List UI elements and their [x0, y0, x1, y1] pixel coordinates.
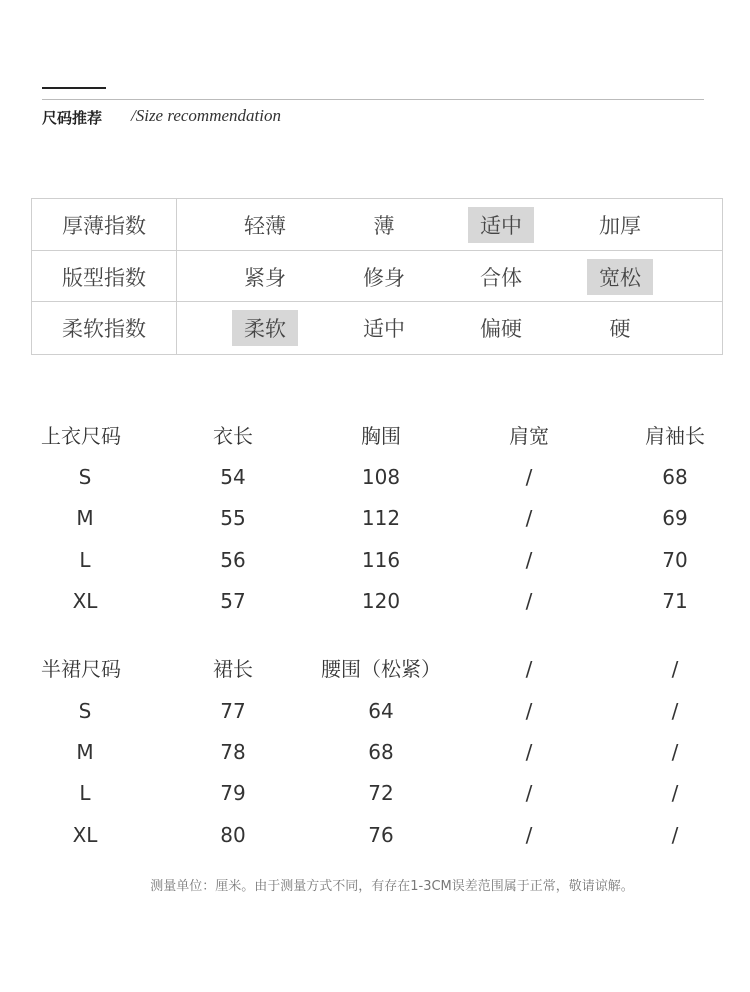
table-cell: XL — [72, 589, 98, 613]
table-cell: / — [525, 465, 533, 489]
table-cell: / — [671, 823, 679, 847]
table-header: 腰围（松紧） — [321, 657, 441, 681]
table-cell: 78 — [220, 740, 246, 764]
fit-option: 轻薄 — [244, 214, 286, 238]
table-cell: 56 — [220, 548, 246, 572]
fit-index-table — [31, 198, 723, 355]
fit-row-label: 版型指数 — [32, 251, 177, 303]
table-cell: / — [525, 740, 533, 764]
table-cell: 71 — [662, 589, 688, 613]
fit-row-thickness — [32, 199, 722, 251]
table-header: 肩袖长 — [645, 424, 705, 448]
table-cell: M — [76, 740, 94, 764]
fit-option: 合体 — [480, 266, 522, 290]
table-header: 上衣尺码 — [41, 424, 121, 448]
table-header: 半裙尺码 — [41, 657, 121, 681]
table-cell: S — [78, 699, 92, 723]
table-cell: 80 — [220, 823, 246, 847]
table-cell: S — [78, 465, 92, 489]
table-cell: / — [525, 589, 533, 613]
fit-row-label: 厚薄指数 — [32, 199, 177, 251]
table-cell: 79 — [220, 781, 246, 805]
table-cell: / — [671, 740, 679, 764]
fit-option-selected: 宽松 — [587, 259, 653, 295]
table-cell: 70 — [662, 548, 688, 572]
fit-option: 紧身 — [244, 266, 286, 290]
table-cell: / — [525, 699, 533, 723]
table-cell: / — [525, 506, 533, 530]
table-header: / — [671, 657, 679, 681]
fit-row-silhouette — [32, 250, 722, 303]
table-header: 胸围 — [361, 424, 401, 448]
fit-option: 薄 — [373, 214, 395, 238]
fit-option: 偏硬 — [480, 317, 522, 341]
table-cell: XL — [72, 823, 98, 847]
table-cell: 120 — [361, 589, 401, 613]
table-header: 裙长 — [213, 657, 253, 681]
section-title: 尺码推荐 — [42, 109, 103, 127]
measurement-note: 测量单位：厘米。由于测量方式不同，有存在1-3CM误差范围属于正常，敬请谅解。 — [150, 879, 634, 894]
table-cell: 68 — [662, 465, 688, 489]
table-cell: M — [76, 506, 94, 530]
table-header: 肩宽 — [509, 424, 549, 448]
table-cell: / — [671, 781, 679, 805]
fit-option: 硬 — [609, 317, 631, 341]
table-cell: L — [79, 548, 91, 572]
table-cell: / — [525, 823, 533, 847]
table-cell: 108 — [361, 465, 401, 489]
table-cell: / — [525, 548, 533, 572]
section-subtitle: /Size recommendation — [131, 106, 281, 125]
header-accent-bar — [42, 87, 106, 89]
table-cell: 76 — [368, 823, 394, 847]
table-cell: 116 — [361, 548, 401, 572]
table-cell: 112 — [361, 506, 401, 530]
fit-row-label: 柔软指数 — [32, 302, 177, 354]
fit-option-selected: 适中 — [468, 207, 534, 243]
table-header: / — [525, 657, 533, 681]
table-cell: / — [671, 699, 679, 723]
header-divider — [42, 99, 704, 100]
fit-option-selected: 柔软 — [232, 310, 298, 346]
table-cell: / — [525, 781, 533, 805]
table-cell: 68 — [368, 740, 394, 764]
table-cell: 54 — [220, 465, 246, 489]
fit-row-softness — [32, 301, 722, 354]
fit-option: 适中 — [363, 317, 405, 341]
table-cell: 69 — [662, 506, 688, 530]
fit-option: 修身 — [363, 266, 405, 290]
table-cell: 72 — [368, 781, 394, 805]
fit-option: 加厚 — [599, 214, 641, 238]
table-cell: 64 — [368, 699, 394, 723]
table-header: 衣长 — [213, 424, 253, 448]
table-cell: 57 — [220, 589, 246, 613]
table-cell: 55 — [220, 506, 246, 530]
table-cell: L — [79, 781, 91, 805]
table-cell: 77 — [220, 699, 246, 723]
